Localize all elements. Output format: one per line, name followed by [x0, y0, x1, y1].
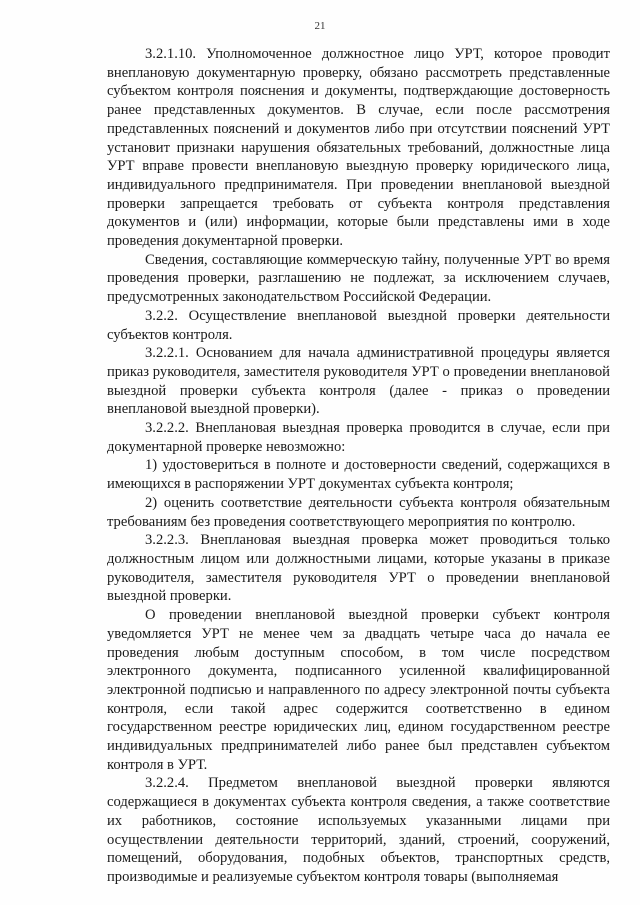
paragraph-3-2-2: 3.2.2. Осуществление внеплановой выездной проверки деятельности субъектов контроля.	[107, 307, 610, 343]
paragraph-notification: О проведении внеплановой выездной проверки субъект контроля уведомляется УРТ не менее чем за двадцать четыре часа до начала ее проведения любым доступным способом, в том числе посредством электронного документа, подписанного усиленной квалифицированной электронной подписью и направленного по адресу электронной почты субъекта контроля, если такой адрес содержится соответственно в едином государственном реестре юридических лиц, едином государственном реестре индивидуальных предпринимателей либо ранее был представлен субъектом контроля в УРТ.	[107, 607, 610, 773]
list-item-2: 2) оценить соответствие деятельности субъекта контроля обязательным требованиям без проведения соответствующего мероприятия по контролю.	[107, 494, 610, 530]
document-body	[107, 45, 610, 887]
paragraph-3-2-2-4: 3.2.2.4. Предметом внеплановой выездной проверки являются содержащиеся в документах субъекта контроля сведения, а также соответствие их работников, состояние используемых указанными лицами при осуществлении деятельности территорий, зданий, строений, сооружений, помещений, оборудования, подобных объектов, транспортных средств, производимые и реализуемые субъектом контроля товары (выполняемая	[107, 775, 610, 885]
list-item-1: 1) удостовериться в полноте и достоверности сведений, содержащихся в имеющихся в распоряжении УРТ документах субъекта контроля;	[107, 457, 610, 493]
paragraph-3-2-2-1: 3.2.2.1. Основанием для начала административной процедуры является приказ руководителя, заместителя руководителя УРТ о проведении внеплановой выездной проверки субъекта контроля (далее - приказ о проведении внеплановой выездной проверки).	[107, 345, 610, 418]
page-number: 21	[314, 20, 326, 32]
paragraph-3-2-2-3: 3.2.2.3. Внеплановая выездная проверка может проводиться только должностным лицом или должностными лицами, которые указаны в приказе руководителя, заместителя руководителя УРТ о проведении внеплановой выездной проверки.	[107, 532, 610, 605]
paragraph-3-2-1-10: 3.2.1.10. Уполномоченное должностное лицо УРТ, которое проводит внеплановую документарную проверку, обязано рассмотреть представленные субъектом контроля пояснения и документы, подтверждающие достоверность ранее представленных документов. В случае, если после рассмотрения представленных пояснений и документов либо при отсутствии пояснений УРТ установит признаки нарушения обязательных требований, должностные лица УРТ вправе провести внеплановую выездную проверку юридического лица, индивидуального предпринимателя. При проведении внеплановой выездной проверки запрещается требовать от субъекта контроля представления документов и (или) информации, которые были представлены ими в ходе проведения документарной проверки.	[107, 46, 610, 250]
paragraph-3-2-2-2: 3.2.2.2. Внеплановая выездная проверка проводится в случае, если при документарной проверке невозможно:	[107, 420, 610, 455]
paragraph-commercial-secret: Сведения, составляющие коммерческую тайну, полученные УРТ во время проведения проверки, разглашению не подлежат, за исключением случаев, предусмотренных законодательством Российской Федерации.	[107, 251, 610, 306]
